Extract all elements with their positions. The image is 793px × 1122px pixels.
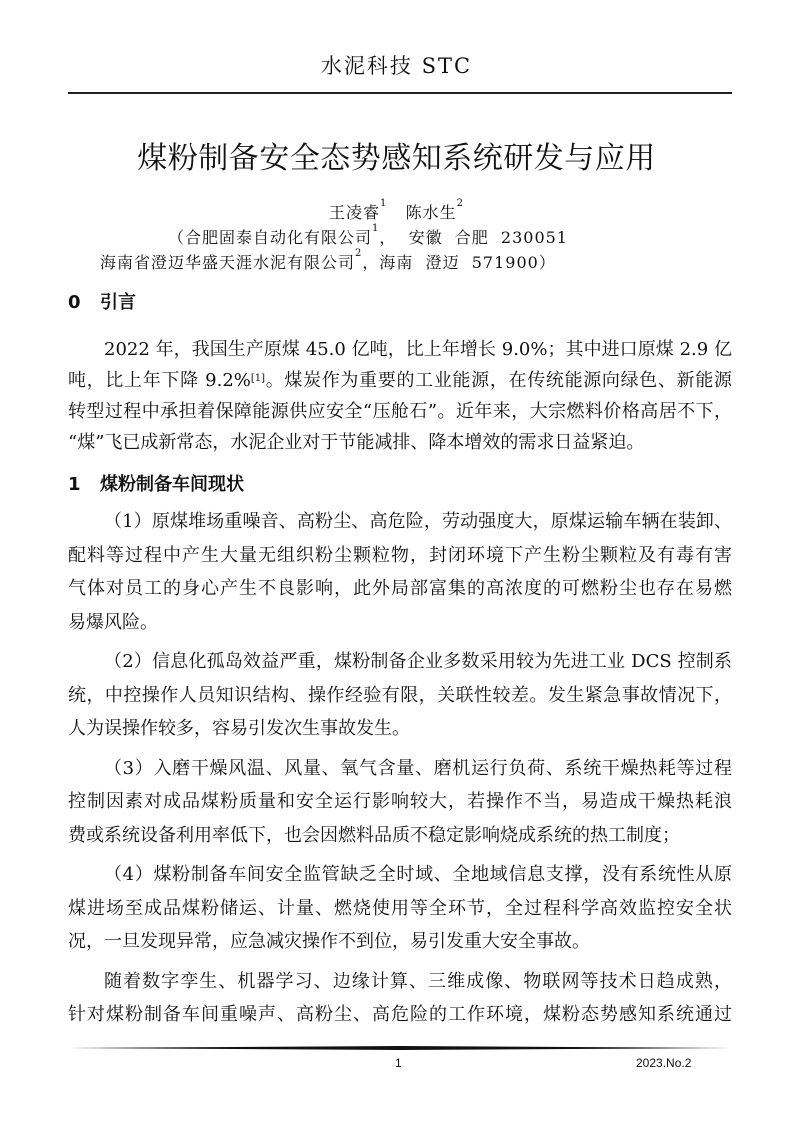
affiliation-sup: 2 bbox=[355, 248, 363, 259]
text-line: 统，中控操作人员知识结构、操作经验有限，关联性较差。发生紧急事故情况下， bbox=[68, 684, 732, 706]
section-number: 1 bbox=[68, 474, 81, 495]
affiliation-sup: 1 bbox=[372, 223, 380, 234]
paragraph bbox=[68, 858, 732, 959]
article-title: 煤粉制备安全态势感知系统研发与应用 bbox=[137, 141, 656, 176]
affiliation-text: （合肥固泰自动化有限公司 bbox=[168, 228, 373, 247]
affiliation-location: ， 安徽 合肥 230051 bbox=[379, 228, 568, 247]
affiliation-text: 海南省澄迈华盛天涯水泥有限公司 bbox=[100, 253, 356, 272]
section-heading bbox=[68, 470, 244, 496]
text-line: 况，一旦发现异常，应急减灾操作不到位，易引发重大安全事故。 bbox=[68, 931, 590, 952]
author-sup: 1 bbox=[379, 198, 388, 209]
issue-label: 2023.No.2 bbox=[636, 1056, 692, 1070]
text-line: （4）煤粉制备车间安全监管缺乏全时域、全地域信息支撑，没有系统性从原 bbox=[104, 864, 732, 885]
text-span: 。煤炭作为重要的工业能源，在传统能源向绿色、新能源 bbox=[265, 370, 732, 391]
paragraph bbox=[68, 645, 732, 746]
paragraph bbox=[68, 752, 732, 853]
intro-paragraph bbox=[68, 334, 732, 458]
text-line: （2）信息化孤岛效益严重，煤粉制备企业多数采用较为先进工业 DCS 控制系 bbox=[104, 651, 732, 672]
header-rule bbox=[68, 92, 732, 94]
author-name: 陈水生 bbox=[405, 203, 457, 222]
text-line: 控制因素对成品煤粉质量和安全运行影响较大，若操作不当，易造成干燥热耗浪 bbox=[68, 791, 732, 812]
authors bbox=[0, 200, 793, 223]
text-line: （1）原煤堆场重噪音、高粉尘、高危险，劳动强度大，原煤运输车辆在装卸、 bbox=[104, 511, 732, 532]
page-number: 1 bbox=[395, 1056, 402, 1070]
text-line: 气体对员工的身心产生不良影响，此外局部富集的高浓度的可燃粉尘也存在易燃 bbox=[68, 578, 732, 599]
text-line: 随着数字孪生、机器学习、边缘计算、三维成像、物联网等技术日趋成熟， bbox=[104, 970, 732, 992]
text-line: （3）入磨干燥风温、风量、氧气含量、磨机运行负荷、系统干燥热耗等过程 bbox=[104, 757, 732, 779]
affiliation bbox=[168, 225, 568, 248]
text-line: 易爆风险。 bbox=[68, 611, 158, 633]
citation[interactable]: [1] bbox=[250, 373, 266, 384]
text-span: 吨，比上年下降 9.2% bbox=[68, 370, 251, 391]
text-line: 针对煤粉制备车间重噪声、高粉尘、高危险的工作环境，煤粉态势感知系统通过 bbox=[68, 1004, 732, 1025]
text-line: 配料等过程中产生大量无组织粉尘颗粒物，封闭环境下产生粉尘颗粒及有毒有害 bbox=[68, 544, 732, 566]
section-heading bbox=[68, 288, 136, 314]
body-paragraphs bbox=[68, 505, 732, 1038]
text-line bbox=[68, 365, 732, 396]
paragraph bbox=[68, 505, 732, 639]
affiliation bbox=[100, 250, 556, 273]
author-name: 王凌睿 bbox=[328, 203, 380, 222]
text-line: 转型过程中承担着保障能源供应安全“压舱石”。近年来，大宗燃料价格高居不下， bbox=[68, 401, 732, 422]
section-title: 引言 bbox=[100, 292, 136, 313]
text-line: 煤进场至成品煤粉储运、计量、燃烧使用等全环节，全过程科学高效监控安全状 bbox=[68, 897, 732, 919]
author-sup: 2 bbox=[456, 198, 465, 209]
text-line: “煤”飞已成新常态，水泥企业对于节能减排、降本增效的需求日益紧迫。 bbox=[68, 432, 645, 453]
paragraph bbox=[68, 965, 732, 1032]
affiliation-location: ，海南 澄迈 571900） bbox=[362, 253, 556, 272]
footer-rule bbox=[68, 1046, 732, 1050]
text-line: 人为误操作较多，容易引发次生事故发生。 bbox=[68, 718, 410, 739]
journal-header: 水泥科技 STC bbox=[320, 54, 473, 78]
text-line: 2022 年，我国生产原煤 45.0 亿吨，比上年增长 9.0%；其中进口原煤 2.9 亿 bbox=[104, 339, 732, 360]
section-number: 0 bbox=[68, 292, 81, 313]
section-title: 煤粉制备车间现状 bbox=[100, 474, 244, 495]
text-line: 费或系统设备利用率低下，也会因燃料品质不稳定影响烧成系统的热工制度； bbox=[68, 824, 680, 846]
